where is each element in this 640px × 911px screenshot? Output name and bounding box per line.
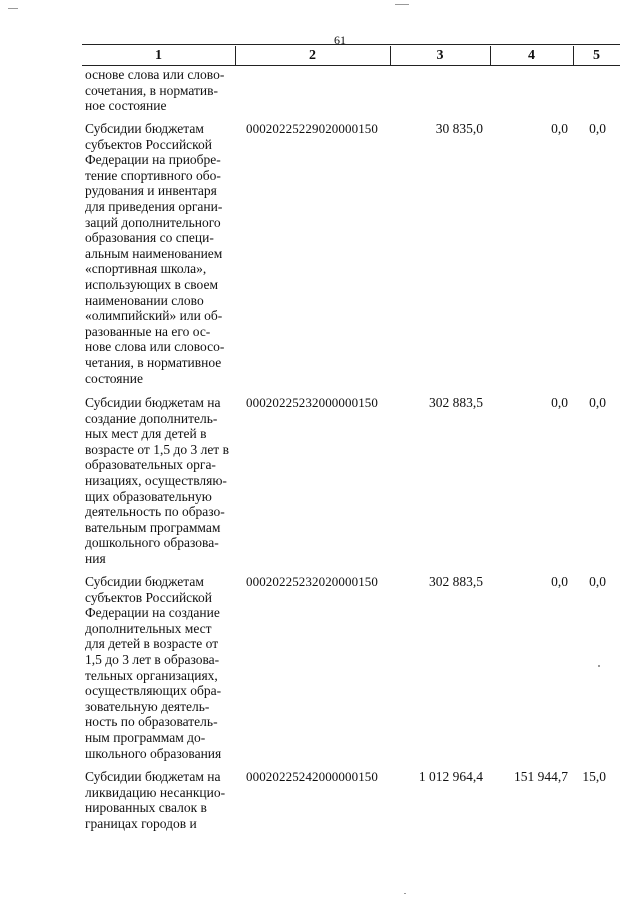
column-header-4: 4 [528,48,535,63]
scan-speck [395,4,409,5]
row-value-col4: 151 944,7 [514,769,568,784]
row-description: Субсидии бюджетам субъектов Российской Федерации на создание дополнительных мест для детей в возрасте от 1,5 до 3 лет в образова- тельных организациях, осуществляющих обра- зовательную деятель- ность по образователь- ным программам до- школьного образования [85,574,222,761]
page-number: 61 [334,33,346,47]
row-description: Субсидии бюджетам на создание дополнитель- ных мест для детей в возрасте от 1,5 до 3 лет в образовательных орга- низациях, осуществляю- щих образовательную деятельность по образо- вательным программам дошкольного образова- ния [85,395,229,566]
row-value-col3: 30 835,0 [435,121,483,136]
row-value-col4: 0,0 [551,121,568,136]
column-header-5: 5 [593,48,600,63]
row-budget-code: 00020225232000000150 [246,395,378,410]
column-header-1: 1 [155,48,162,63]
column-header-2: 2 [309,48,316,63]
row-value-col5: 15,0 [582,769,606,784]
row-value-col5: 0,0 [589,574,606,589]
row-budget-code: 00020225229020000150 [246,121,378,136]
column-header-3: 3 [436,48,444,63]
row-value-col3: 302 883,5 [429,395,483,410]
table-header-row [82,46,620,66]
row-value-col3: 1 012 964,4 [418,769,483,784]
row-value-col4: 0,0 [551,574,568,589]
row-budget-code: 00020225242000000150 [246,769,378,784]
scan-speck [8,8,18,9]
row-description: Субсидии бюджетам на ликвидацию несанкцио- нированных свалок в границах городов и [85,769,226,831]
row-budget-code: 00020225232020000150 [246,574,378,589]
table-top-rule [82,44,620,45]
row-value-col3: 302 883,5 [429,574,483,589]
row-value-col5: 0,0 [589,121,606,136]
scan-speck [598,665,600,667]
row-description: основе слова или слово- сочетания, в норматив- ное состояние [85,67,225,114]
row-value-col5: 0,0 [589,395,606,410]
row-description: Субсидии бюджетам субъектов Российской Федерации на приобре- тение спортивного обо- рудования и инвентаря для приведения органи- заций дополнительного образования со специ- альным наименованием «спортивная школа», использующих в своем наименовании слово «олимпийский» или об- разованные на его ос- нове слова или словосо- четания, в нормативное состояние [85,121,225,386]
scan-speck [404,893,406,894]
row-value-col4: 0,0 [551,395,568,410]
